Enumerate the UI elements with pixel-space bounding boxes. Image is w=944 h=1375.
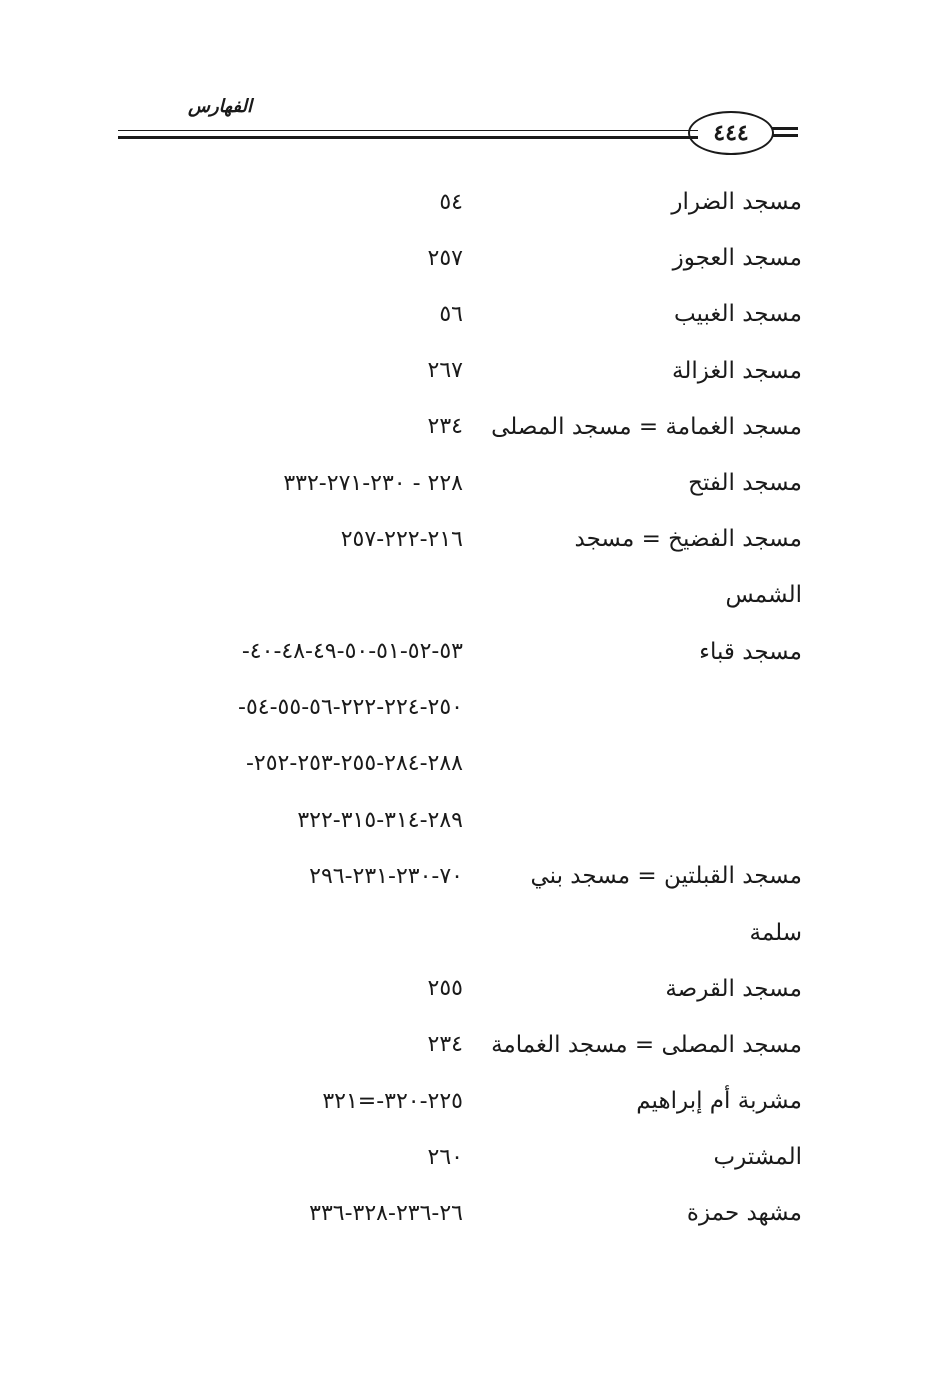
index-term: مسجد العجوز — [672, 245, 802, 272]
index-row — [160, 1129, 802, 1185]
index-pages: ٢٣٤ — [427, 1032, 463, 1058]
index-pages: ٢٥٥ — [427, 976, 463, 1002]
index-pages: ٧٠-٢٣٠-٢٣١-٢٩٦ — [309, 863, 463, 889]
index-row — [160, 624, 802, 680]
index-row — [160, 567, 802, 623]
index-row — [160, 736, 802, 792]
index-pages: ٢٨٨-٢٨٤-٢٥٥-٢٥٣-٢٥٢- — [245, 751, 463, 777]
index-pages: ٢٥٠-٢٢٤-٢٢٢-٥٦-٥٥-٥٤- — [238, 695, 463, 721]
index-row — [160, 511, 802, 567]
index-pages: ٥٤ — [439, 189, 463, 215]
header-rule-thin — [118, 130, 698, 131]
index-term: مسجد القبلتين = مسجد بني — [530, 863, 802, 890]
index-pages: ٢٢٥-٣٢٠-=٣٢١ — [322, 1088, 463, 1114]
index-row — [160, 174, 802, 230]
index-term: الشمس — [725, 582, 802, 609]
index-pages: ٢٣٤ — [427, 414, 463, 440]
oval-tail-top — [772, 127, 798, 130]
index-pages: ٢٦٠ — [427, 1144, 463, 1170]
page-header — [0, 0, 944, 170]
index-row — [160, 286, 802, 342]
index-term: مسجد الغزالة — [672, 357, 802, 384]
index-row — [160, 961, 802, 1017]
index-term: مشهد حمزة — [686, 1200, 802, 1227]
index-pages: ٢١٦-٢٢٢-٢٥٧ — [340, 526, 463, 552]
index-term: مسجد الفضيخ = مسجد — [574, 526, 802, 553]
index-row — [160, 399, 802, 455]
index-row — [160, 792, 802, 848]
index-pages: ٢٥٧ — [427, 245, 463, 271]
index-term: مشربة أم إبراهيم — [636, 1088, 802, 1115]
index-term: مسجد الغبيب — [673, 301, 802, 328]
index-row — [160, 1073, 802, 1129]
running-title: الفهارس — [187, 96, 253, 117]
index-row — [160, 904, 802, 960]
index-row — [160, 455, 802, 511]
index-term: مسجد المصلى = مسجد الغمامة — [491, 1031, 802, 1058]
index-row — [160, 1017, 802, 1073]
index-pages: ٢٢٨ - ٢٣٠-٢٧١-٣٣٢ — [283, 470, 463, 496]
index-term: المشترب — [713, 1144, 802, 1171]
index-pages: ٥٦ — [439, 301, 463, 327]
index-row — [160, 1185, 802, 1241]
index-row — [160, 230, 802, 286]
index-term: مسجد الغمامة = مسجد المصلى — [491, 413, 802, 440]
index-term: مسجد الضرار — [671, 189, 802, 216]
page-number-oval — [688, 111, 774, 155]
header-rule-thick — [118, 136, 698, 139]
index-pages: ٥٣-٥٢-٥١-٥٠-٤٩-٤٨-٤٠- — [241, 639, 463, 665]
index-pages: ٢٦-٢٣٦-٣٢٨-٣٣٦ — [309, 1200, 463, 1226]
index-term: مسجد قباء — [699, 638, 802, 665]
index-pages: ٢٨٩-٣١٤-٣١٥-٣٢٢ — [297, 807, 463, 833]
index-term: مسجد الفتح — [688, 470, 802, 497]
index-row — [160, 343, 802, 399]
index-list — [160, 174, 802, 1242]
index-term: مسجد القرصة — [665, 975, 802, 1002]
oval-tail-bottom — [772, 134, 798, 137]
index-pages: ٢٦٧ — [427, 358, 463, 384]
index-term: سلمة — [749, 919, 802, 946]
index-row — [160, 848, 802, 904]
index-row — [160, 680, 802, 736]
page-number: ٤٤٤ — [713, 120, 749, 146]
